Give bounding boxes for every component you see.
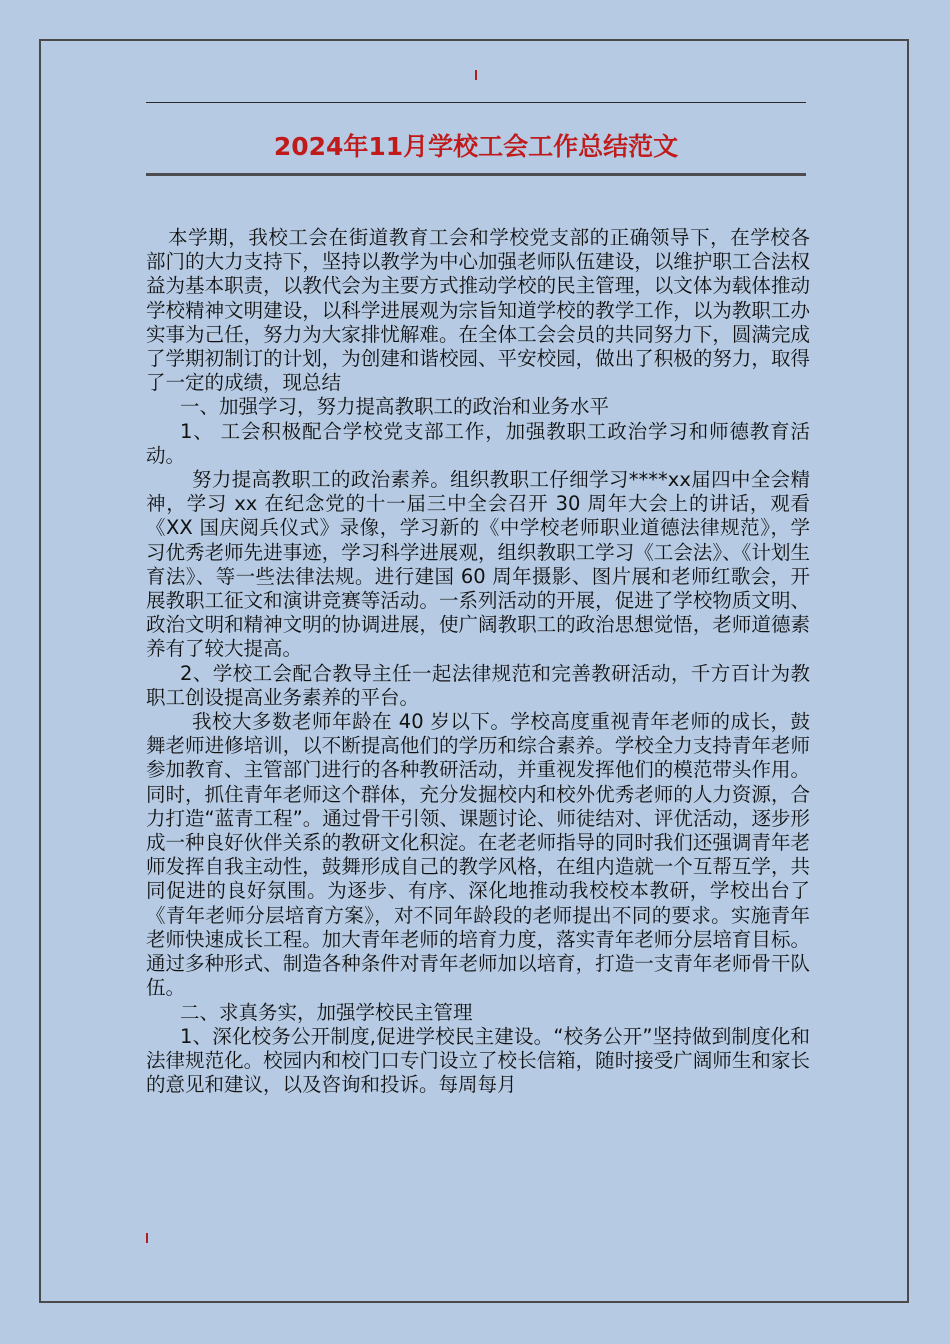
header-mark: [475, 70, 477, 80]
subsection-heading-1-1: 1、 工会积极配合学校党支部工作，加强教职工政治学习和师德教育活动。: [146, 419, 810, 467]
footer-mark: [146, 1233, 148, 1243]
header-rule: [146, 102, 806, 103]
paragraph-young-teachers: 我校大多数老师年龄在 40 岁以下。学校高度重视青年老师的成长，鼓舞老师进修培训，以不断提高他们的学历和综合素养。学校全力支持青年老师参加教育、主管部门进行的各种教研活动，并重视发挥他们的模范带头作用。同时，抓住青年老师这个群体，充分发掘校内和校外优秀老师的人力资源，合力打造“蓝青工程”。通过骨干引领、课题讨论、师徒结对、评优活动，逐步形成一种良好伙伴关系的教研文化积淀。在老老师指导的同时我们还强调青年老师发挥自我主动性，鼓舞形成自己的教学风格，在组内造就一个互帮互学，共同促进的良好氛围。为逐步、有序、深化地推动我校校本教研，学校出台了《青年老师分层培育方案》，对不同年龄段的老师提出不同的要求。实施青年老师快速成长工程。加大青年老师的培育力度，落实青年老师分层培育目标。通过多种形式、制造各种条件对青年老师加以培育，打造一支青年老师骨干队伍。: [146, 710, 810, 1000]
title-underline: [146, 173, 806, 176]
paragraph-school-affairs: 1、深化校务公开制度,促进学校民主建设。“校务公开”坚持做到制度化和法律规范化。校园内和校门口专门设立了校长信箱，随时接受广阔师生和家长的意见和建议，以及咨询和投诉。每周每月: [146, 1024, 810, 1097]
document-title: 2024年11月学校工会工作总结范文: [273, 132, 679, 161]
section-heading-2: 二、求真务实，加强学校民主管理: [180, 1000, 473, 1024]
paragraph-intro: 本学期，我校工会在街道教育工会和学校党支部的正确领导下，在学校各部门的大力支持下，坚持以教学为中心加强老师队伍建设，以维护职工合法权益为基本职责，以教代会为主要方式推动学校的民主管理，以文体为载体推动学校精神文明建设，以科学进展观为宗旨知道学校的教学工作，以为教职工办实事为己任，努力为大家排忧解难。在全体工会会员的共同努力下，圆满完成了学期初制订的计划，为创建和谐校园、平安校园，做出了积极的努力，取得了一定的成绩，现总结: [146, 226, 810, 395]
document-body: [146, 226, 810, 1097]
section-heading-1: 一、加强学习，努力提高教职工的政治和业务水平: [180, 395, 610, 419]
subsection-heading-1-2: 2、学校工会配合教导主任一起法律规范和完善教研活动，千方百计为教职工创设提高业务素养的平台。: [146, 661, 810, 709]
paragraph-political-study: 努力提高教职工的政治素养。组织教职工仔细学习****xx届四中全会精神，学习 xx 在纪念党的十一届三中全会召开 30 周年大会上的讲话，观看《XX 国庆阅兵仪式》录像，学习新的《中学校老师职业道德法律规范》，学习优秀老师先进事迹，学习科学进展观，组织教职工学习《工会法》、《计划生育法》、等一些法律法规。进行建国 60 周年摄影、图片展和老师红歌会，开展教职工征文和演讲竞赛等活动。一系列活动的开展，促进了学校物质文明、政治文明和精神文明的协调进展，使广阔教职工的政治思想觉悟，老师道德素养有了较大提高。: [146, 468, 810, 661]
